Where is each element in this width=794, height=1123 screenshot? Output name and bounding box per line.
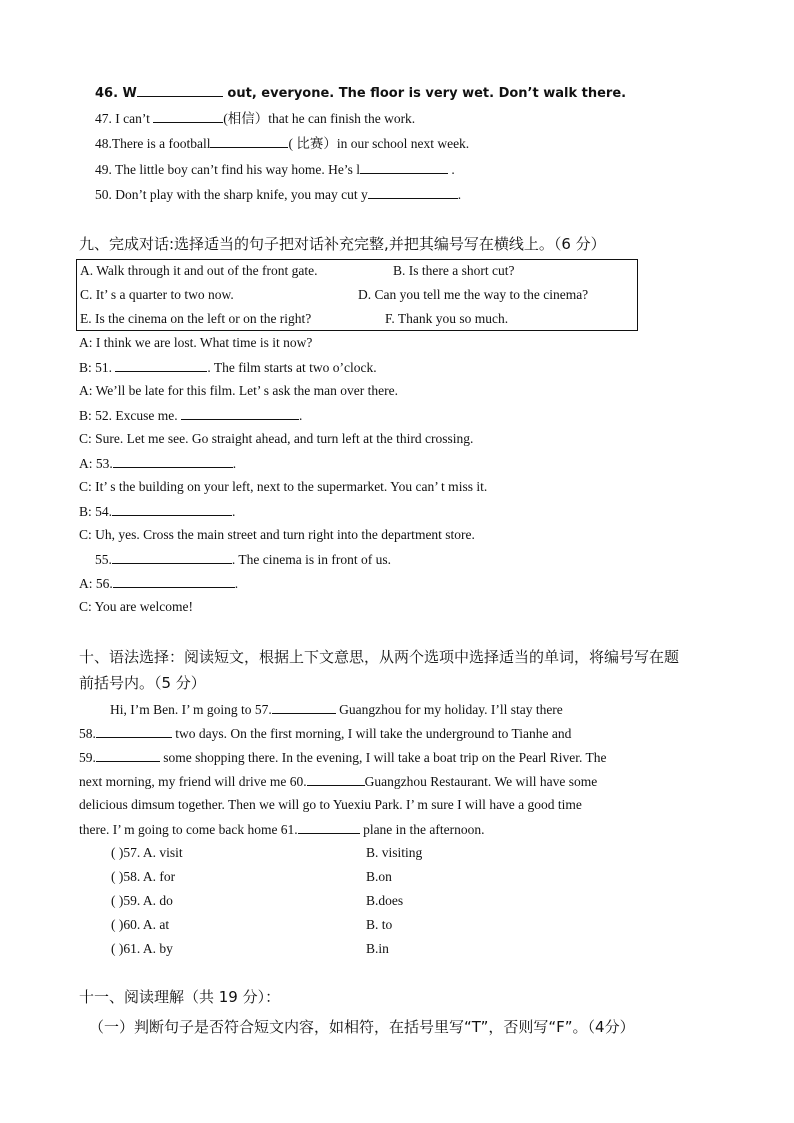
passage-line: there. I’ m going to come back home 61. plane in the afternoon. bbox=[79, 822, 485, 837]
answer-blank-56[interactable] bbox=[113, 574, 235, 588]
answer-blank-58[interactable] bbox=[96, 724, 172, 738]
option-d: D. Can you tell me the way to the cinema? bbox=[358, 287, 589, 302]
option-f: F. Thank you so much. bbox=[385, 311, 509, 326]
choice-59-b[interactable]: B.does bbox=[366, 893, 404, 908]
choice-61-b[interactable]: B.in bbox=[366, 941, 389, 956]
section-11-heading: 十一、阅读理解（共 19 分）： bbox=[79, 988, 281, 1006]
answer-blank-60[interactable] bbox=[307, 772, 365, 786]
choice-57-b[interactable]: B. visiting bbox=[366, 845, 423, 860]
dialogue-line: A: I think we are lost. What time is it now? bbox=[79, 335, 313, 350]
dialogue-line: C: Uh, yes. Cross the main street and turn right into the department store. bbox=[79, 527, 475, 542]
dialogue-line: C: It’ s the building on your left, next to the supermarket. You can’ t miss it. bbox=[79, 479, 488, 494]
dialogue-line: A: 53. . bbox=[79, 456, 237, 471]
dialogue-line: 55. . The cinema is in front of us. bbox=[95, 552, 391, 567]
answer-blank-53[interactable] bbox=[113, 454, 233, 468]
section-11-sub-heading: （一）判断句子是否符合短文内容，如相符，在括号里写“T”，否则写“F”。（4分） bbox=[89, 1018, 635, 1036]
section-9-heading: 九、完成对话:选择适当的句子把对话补充完整,并把其编号写在横线上。（6 分） bbox=[79, 235, 606, 253]
option-a: A. Walk through it and out of the front gate. bbox=[80, 263, 318, 278]
choice-59-a[interactable]: ( )59. A. do bbox=[111, 893, 173, 908]
option-c: C. It’ s a quarter to two now. bbox=[80, 287, 234, 302]
question-48: 48.There is a football ( 比赛）in our school next week. bbox=[95, 136, 470, 151]
dialogue-line: A: We’ll be late for this film. Let’ s ask the man over there. bbox=[79, 383, 398, 398]
answer-blank-55[interactable] bbox=[112, 550, 232, 564]
choice-61-a[interactable]: ( )61. A. by bbox=[111, 941, 173, 956]
answer-blank[interactable] bbox=[210, 134, 288, 148]
question-47: 47. I can’t (相信）that he can finish the work. bbox=[95, 111, 416, 126]
dialogue-line: C: You are welcome! bbox=[79, 599, 193, 614]
answer-blank[interactable] bbox=[137, 83, 223, 97]
choice-60-a[interactable]: ( )60. A. at bbox=[111, 917, 170, 932]
answer-blank[interactable] bbox=[360, 160, 448, 174]
passage-line: 59. some shopping there. In the evening, I will take a boat trip on the Pearl River. The bbox=[79, 750, 607, 765]
question-46: 46. W out, everyone. The floor is very wet. Don’t walk there. bbox=[95, 83, 626, 103]
answer-blank-61[interactable] bbox=[298, 820, 360, 834]
dialogue-line: C: Sure. Let me see. Go straight ahead, and turn left at the third crossing. bbox=[79, 431, 474, 446]
dialogue-line: A: 56. . bbox=[79, 576, 239, 591]
option-b: B. Is there a short cut? bbox=[393, 263, 515, 278]
answer-blank-52[interactable] bbox=[181, 406, 299, 420]
answer-blank-57[interactable] bbox=[272, 700, 336, 714]
answer-blank[interactable] bbox=[153, 109, 223, 123]
section-10-heading: 十、语法选择：阅读短文，根据上下文意思，从两个选项中选择适当的单词，将编号写在题 bbox=[79, 648, 680, 666]
section-10-heading-cont: 前括号内。（5 分） bbox=[79, 674, 206, 692]
passage-line: 58. two days. On the first morning, I will take the underground to Tianhe and bbox=[79, 726, 572, 741]
choice-60-b[interactable]: B. to bbox=[366, 917, 393, 932]
choice-58-b[interactable]: B.on bbox=[366, 869, 392, 884]
option-e: E. Is the cinema on the left or on the right? bbox=[80, 311, 312, 326]
answer-blank-54[interactable] bbox=[112, 502, 232, 516]
choice-58-a[interactable]: ( )58. A. for bbox=[111, 869, 176, 884]
options-box bbox=[76, 259, 638, 331]
answer-blank-51[interactable] bbox=[115, 358, 207, 372]
dialogue-line: B: 51. . The film starts at two o’clock. bbox=[79, 360, 377, 375]
answer-blank-59[interactable] bbox=[96, 748, 160, 762]
question-50: 50. Don’t play with the sharp knife, you may cut y . bbox=[95, 187, 462, 202]
question-49: 49. The little boy can’t find his way home. He’s l . bbox=[95, 162, 455, 177]
choice-57-a[interactable]: ( )57. A. visit bbox=[111, 845, 183, 860]
dialogue-line: B: 52. Excuse me. . bbox=[79, 408, 303, 423]
passage-line: delicious dimsum together. Then we will go to Yuexiu Park. I’ m sure I will have a good time bbox=[79, 797, 582, 812]
passage-line: Hi, I’m Ben. I’ m going to 57. Guangzhou for my holiday. I’ll stay there bbox=[110, 702, 563, 717]
dialogue-line: B: 54. . bbox=[79, 504, 236, 519]
passage-line: next morning, my friend will drive me 60. Guangzhou Restaurant. We will have some bbox=[79, 774, 598, 789]
answer-blank[interactable] bbox=[368, 185, 458, 199]
